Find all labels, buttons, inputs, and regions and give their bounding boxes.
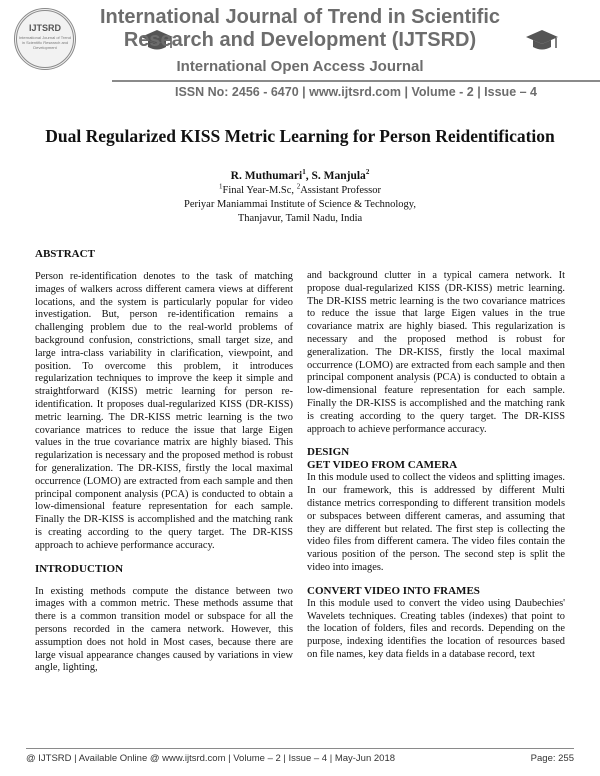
footer-divider <box>26 748 574 749</box>
issn-line: ISSN No: 2456 - 6470 | www.ijtsrd.com | Volume - 2 | Issue – 4 <box>174 85 537 99</box>
author-sup: 2 <box>365 168 370 177</box>
paper-title: Dual Regularized KISS Metric Learning for Person Reidentification <box>45 126 555 146</box>
get-video-text: In this module used to collect the videos and splitting images. In our framework, this is addressed by different Multi distance metrics corresponding to different transition models or subspaces between different cameras, and assuming that they are different but related. The first step is collecting the video files from different camera. The video files contain the various position of the person. The second step is split the video into images. <box>307 472 565 573</box>
affiliation-location: Thanjavur, Tamil Nadu, India <box>237 213 363 224</box>
header-divider <box>112 80 600 82</box>
journal-header <box>0 0 600 118</box>
affiliation-institution: Periyar Maniammai Institute of Science & Technology, <box>184 199 416 210</box>
aff-role: Final Year-M.Sc, <box>222 185 297 196</box>
design-heading: DESIGN <box>307 446 350 459</box>
introduction-heading: INTRODUCTION <box>35 562 124 575</box>
introduction-continued-text: and background clutter in a typical camera network. It propose dual-regularized KISS (DR-KISS) metric learning. The DR-KISS metric learning is the two covariance matrices to reduce the issue that large Eigen values in the true covariance matrix are highly biased. This regularization is necessary and the proposed method is robust for generalization. The DR-KISS, firstly the local maximal occurrence (LOMO) are extracted from each sample and then principal component analysis (PCA) is conducted to obtain a low-dimensional feature representation for each sample. Finally the DR-KISS is accomplished and the matching rank is creating according to the query target. The DR-KISS approach to achieve performance accuracy. <box>307 270 565 435</box>
get-video-heading: GET VIDEO FROM CAMERA <box>307 459 458 472</box>
right-column <box>307 270 565 662</box>
author-line <box>0 170 600 182</box>
convert-video-heading: CONVERT VIDEO INTO FRAMES <box>307 584 480 597</box>
abstract-heading: ABSTRACT <box>35 248 95 260</box>
aff-sup: 2 <box>296 182 301 191</box>
affiliation-roles <box>0 182 600 196</box>
page-number: Page: 255 <box>530 753 574 764</box>
author-separator: , <box>305 170 312 182</box>
logo-name: IJTSRD <box>28 23 61 33</box>
aff-sup: 1 <box>219 182 223 191</box>
author-name: R. Muthumari <box>230 170 303 182</box>
journal-title-line2: Research and Development (IJTSRD) <box>123 29 477 51</box>
convert-video-text: In this module used to convert the video using Daubechies' Wavelets techniques. Creating tables (indexes) that point to the location of folders, files and records. Depending on the purpose, indexing identifies the location of resources based on file names, key data fields in a database record, text <box>307 597 565 660</box>
footer-info: @ IJTSRD | Available Online @ www.ijtsrd.com | Volume – 2 | Issue – 4 | May-Jun 2018 <box>26 753 396 764</box>
journal-title-line1: International Journal of Trend in Scientific <box>99 6 501 28</box>
abstract-text: Person re-identification denotes to the task of matching images of walkers across different camera views at different locations, and the system is particularly popular for video investigation. But, person re-identification remains a challenging problem due to the real-world problems of background confusion, constrictions, small target size, and large intra-class variability in clarification, viewpoint, and position. To overcome this problem, it introduces regularization techniques to improve the keep it simple and straightforward (KISS) metric learning for person re-identification. It proposes dual-regularized KISS (DR-KISS) metric learning. The DR-KISS metric learning is the two covariance matrices to reduce the issue that large Eigen values in the true covariance matrix are highly biased. This regularization is necessary and the proposed method is robust for generalization. The DR-KISS, firstly the local maximal occurrence (LOMO) are extracted from each sample and then principal component analysis (PCA) is conducted to obtain a low-dimensional feature representation for each sample. Finally the DR-KISS is accomplished and the matching rank is creating according to the query target. The DR-KISS approach to achieve performance accuracy. <box>35 271 293 551</box>
aff-role: Assistant Professor <box>300 185 381 196</box>
author-name: S. Manjula <box>311 170 366 182</box>
author-sup: 1 <box>302 168 306 177</box>
journal-subtitle: International Open Access Journal <box>176 58 424 75</box>
left-column <box>35 248 293 675</box>
introduction-text: In existing methods compute the distance between two images with a common metric. These methods assume that there is a common transition model or subspace for all the persons recorded in the camera network. However, this assumption does not hold in Most cases, because there are large visual appearance changes caused by variations in view angle, lighting, <box>35 585 293 674</box>
logo-tagline: International Journal of Trend in Scientific Research and Development <box>18 35 72 50</box>
